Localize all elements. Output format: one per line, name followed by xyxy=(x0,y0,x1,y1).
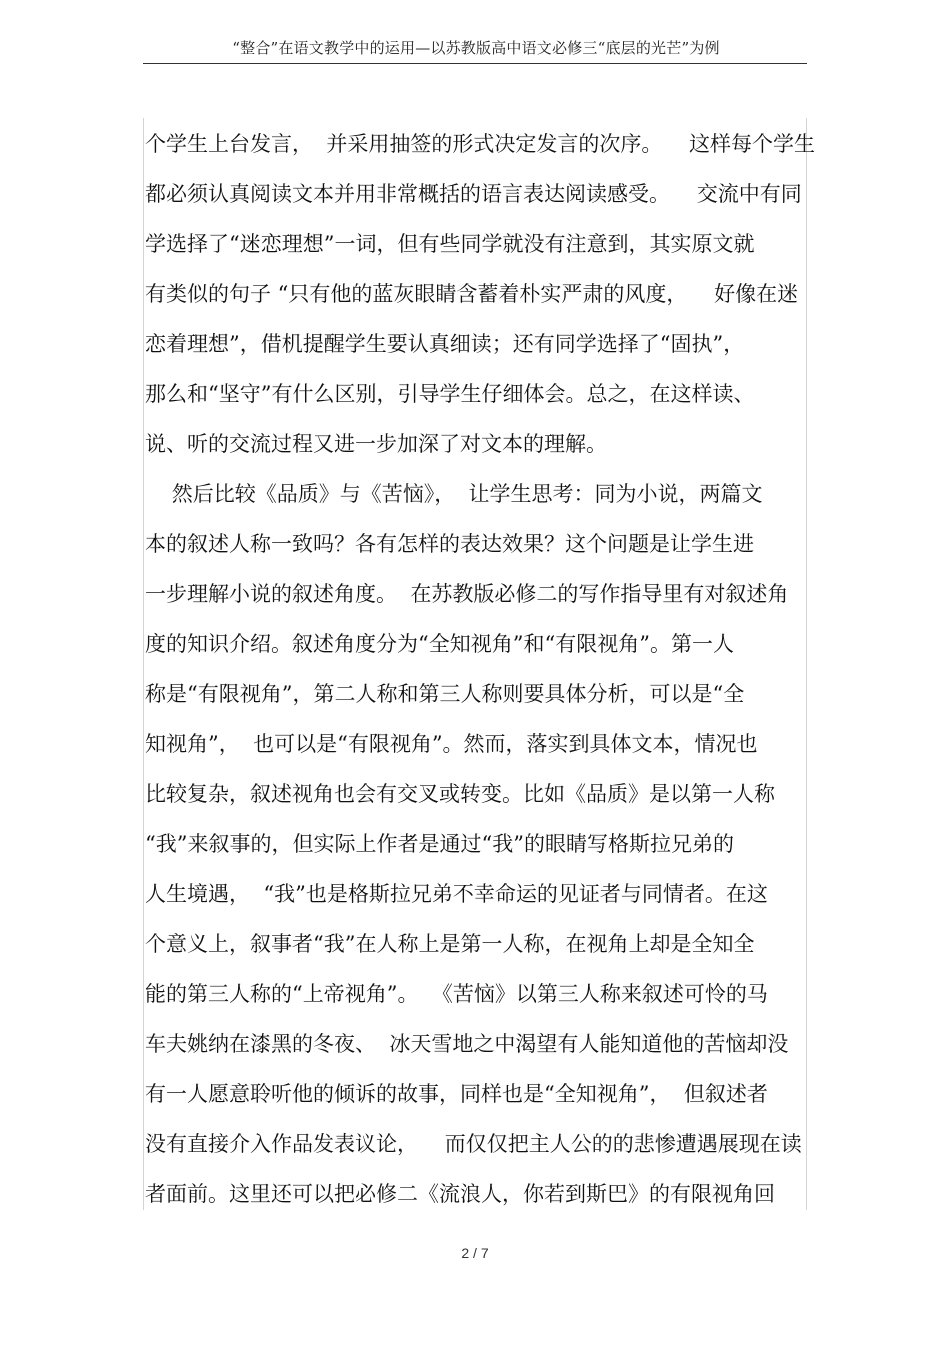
body-text-line: 称是“有限视角”，第二人称和第三人称则要具体分析，可以是“全 xyxy=(145,682,745,706)
page-number: 2 / 7 xyxy=(461,1245,489,1261)
body-text-line: 本的叙述人称一致吗？各有怎样的表达效果？这个问题是让学生进 xyxy=(145,532,754,556)
body-text-line: 恋着理想”，借机提醒学生要认真细读；还有同学选择了“固执”， xyxy=(145,332,745,356)
body-text-line: 度的知识介绍。叙述角度分为“全知视角”和“有限视角”。第一人 xyxy=(145,632,734,656)
body-text-line: 个学生上台发言， 并采用抽签的形式决定发言的次序。 这样每个学生 xyxy=(145,132,816,156)
body-text-line: 车夫姚纳在漆黑的冬夜、 冰天雪地之中渴望有人能知道他的苦恼却没 xyxy=(145,1032,789,1056)
body-text-line: 那么和“坚守”有什么区别，引导学生仔细体会。总之，在这样读、 xyxy=(145,382,755,406)
body-text-line: 者面前。这里还可以把必修二《流浪人，你若到斯巴》的有限视角回 xyxy=(145,1182,775,1206)
body-text-line: 没有直接介入作品发表议论， 而仅仅把主人公的的悲惨遭遇展现在读 xyxy=(145,1132,802,1156)
page-header-title: “整合”在语文教学中的运用—以苏教版高中语文必修三“底层的光芒”为例 xyxy=(232,39,720,57)
body-text-line: 然后比较《品质》与《苦恼》， 让学生思考：同为小说，两篇文 xyxy=(145,482,763,506)
body-text-line: 学选择了“迷恋理想”一词，但有些同学就没有注意到，其实原文就 xyxy=(145,232,755,256)
body-text-line: 能的第三人称的“上帝视角”。 《苦恼》以第三人称来叙述可怜的马 xyxy=(145,982,768,1006)
body-text-line: 有一人愿意聆听他的倾诉的故事，同样也是“全知视角”， 但叙述者 xyxy=(145,1082,768,1106)
body-text-line: 有类似的句子 “只有他的蓝灰眼睛含蓄着朴实严肃的风度， 好像在迷 xyxy=(145,282,799,306)
body-text-line: 个意义上，叙事者“我”在人称上是第一人称，在视角上却是全知全 xyxy=(145,932,755,956)
body-text-line: 都必须认真阅读文本并用非常概括的语言表达阅读感受。 交流中有同 xyxy=(145,182,802,206)
header-divider xyxy=(143,63,807,64)
body-text-line: 说、听的交流过程又进一步加深了对文本的理解。 xyxy=(145,432,607,456)
body-text-line: 人生境遇， “我”也是格斯拉兄弟不幸命运的见证者与同情者。在这 xyxy=(145,882,768,906)
body-text-line: 知视角”， 也可以是“有限视角”。然而，落实到具体文本，情况也 xyxy=(145,732,758,756)
body-text-line: 比较复杂，叙述视角也会有交叉或转变。比如《品质》是以第一人称 xyxy=(145,782,775,806)
body-text-line: “我”来叙事的，但实际上作者是通过“我”的眼睛写格斯拉兄弟的 xyxy=(145,832,734,856)
body-text-line: 一步理解小说的叙述角度。 在苏教版必修二的写作指导里有对叙述角 xyxy=(145,582,789,606)
